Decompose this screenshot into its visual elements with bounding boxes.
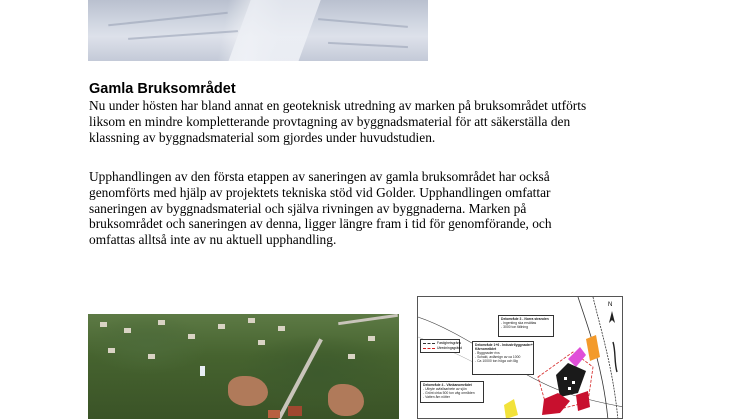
map-area-orange <box>586 335 600 361</box>
aerial-rock <box>228 376 268 406</box>
legend-label: Fastighetsgräns <box>437 341 462 345</box>
text-line: liksom en mindre kompletterande provtagning av byggnadsmaterial för att säkerställa den <box>89 113 571 129</box>
north-label: N <box>608 302 613 308</box>
text-line: omfattas alltså inte av nu aktuell upphandling. <box>89 232 337 248</box>
map-box-line: - Schakt, avlämign av ca 1000 <box>475 355 521 359</box>
aerial-photo <box>88 314 399 419</box>
aerial-house <box>258 340 265 345</box>
map-box-line: - Vatten åm nötter <box>423 395 450 399</box>
map-box-line: - 3000 ton fällning <box>501 325 528 329</box>
map-box-title: Kärnområdet <box>475 347 497 351</box>
map-box-title: Delområde 1+6 - Industrilyggnader+ <box>475 343 533 347</box>
photo-streak <box>318 18 408 28</box>
aerial-rock <box>328 384 364 416</box>
aerial-house <box>158 320 165 325</box>
aerial-house <box>148 354 155 359</box>
map-box-line: - Byggnader rivs <box>475 351 500 355</box>
map-box-title: Delområde 4 - Vänkanområdet <box>423 383 472 387</box>
text-line: genomförts med hjälp av projektets tekniska stöd vid Golder. Upphandlingen omfattar <box>89 184 551 200</box>
aerial-tower <box>200 366 205 376</box>
text-line: klassning av byggnadsmaterial som gjordes under huvudstudien. <box>89 129 436 145</box>
map-area-red <box>542 393 570 415</box>
aerial-building <box>268 410 280 418</box>
aerial-building <box>288 406 302 416</box>
text-line: bruksområdet och saneringen av denna, ligger längre fram i tid för genomförande, och <box>89 216 552 232</box>
map-label-box-waterfront <box>420 381 484 403</box>
map-box-line: - Ingenting ska ersättas <box>501 321 537 325</box>
text-line: Nu under hösten har bland annat en geoteknisk utredning av marken på bruksområdet utförts <box>89 98 587 113</box>
aerial-house <box>368 336 375 341</box>
aerial-road <box>338 314 398 325</box>
paragraph-procurement <box>89 169 689 248</box>
map-box-line: - Utbyte avfallsarbete av sjön <box>423 387 467 391</box>
map-marker <box>572 381 575 384</box>
legend-dash-icon <box>423 343 435 344</box>
legend-row-study <box>423 346 463 351</box>
aerial-house <box>108 348 115 353</box>
aerial-house <box>248 318 255 323</box>
site-map <box>417 296 623 419</box>
aerial-house <box>188 334 195 339</box>
map-box-line: - Grönt cirka 500 ton väg områden <box>423 391 475 395</box>
map-label-box-north-shore <box>498 315 554 337</box>
aerial-house <box>124 328 131 333</box>
snow-road-photo <box>88 0 428 61</box>
aerial-house <box>218 324 225 329</box>
map-area-yellow <box>504 399 518 419</box>
aerial-house <box>278 326 285 331</box>
section-heading: Gamla Bruksområdet <box>89 81 236 97</box>
map-legend <box>420 339 463 353</box>
aerial-house <box>348 354 355 359</box>
map-area-magenta <box>568 347 586 367</box>
map-area-red <box>576 391 590 411</box>
map-box-line: - Ca 10000 ton höga och låg <box>475 359 518 363</box>
map-area-black <box>556 363 586 397</box>
legend-label: Utredningsgränd <box>437 346 463 350</box>
photo-streak <box>128 30 238 40</box>
map-label-box-core-area <box>472 341 534 375</box>
legend-dash-icon <box>423 348 435 349</box>
map-river <box>613 342 617 372</box>
photo-streak <box>328 42 408 48</box>
paragraph-geotechnical <box>89 98 689 145</box>
text-line: Upphandlingen av den första etappen av saneringen av gamla bruksområdet har också <box>89 169 550 184</box>
map-marker <box>568 387 571 390</box>
aerial-house <box>100 322 107 327</box>
photo-streak <box>108 12 228 27</box>
map-box-title: Delområde 3 - Norra stranden <box>501 317 549 321</box>
text-line: saneringen av byggnadsmaterial och själva rivningen av byggnaderna. Marken på <box>89 200 527 216</box>
map-marker <box>564 377 567 380</box>
